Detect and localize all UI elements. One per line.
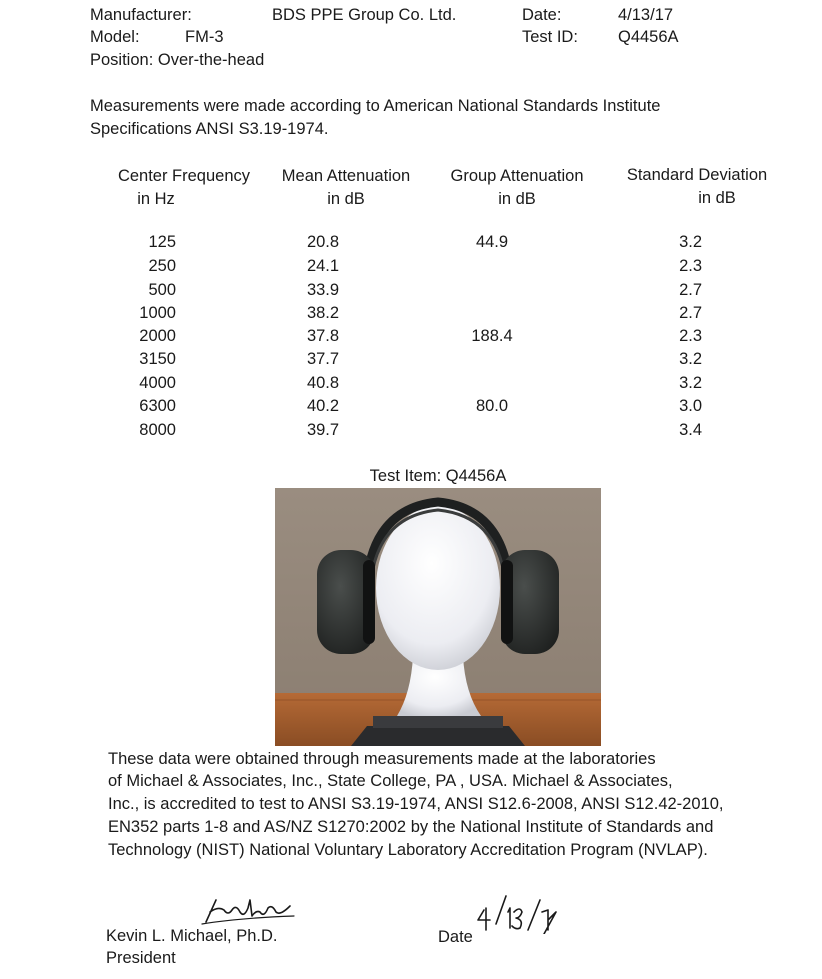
header-frequency: [108, 168, 260, 207]
manufacturer-value: BDS PPE Group Co. Ltd.: [272, 6, 457, 24]
cell-std: 2.3: [679, 257, 702, 275]
earmuff-photo-illustration: [275, 488, 601, 746]
manufacturer-label: Manufacturer:: [90, 6, 192, 24]
header-mean: [270, 168, 422, 207]
photo-caption: Test Item: Q4456A: [369, 467, 507, 485]
cell-group: 44.9: [475, 233, 509, 251]
model-value: FM-3: [185, 28, 224, 46]
header-frequency-line2: in Hz: [137, 189, 175, 208]
cell-std: 2.7: [679, 281, 702, 299]
header-frequency-line1: Center Frequency: [117, 167, 251, 185]
footer-line-3: Inc., is accredited to test to ANSI S3.19-1974, ANSI S12.6-2008, ANSI S12.42-2010,: [108, 795, 724, 813]
position-text: Position: Over-the-head: [90, 51, 265, 69]
cell-std: 3.2: [679, 374, 702, 392]
intro-line-2: Specifications ANSI S3.19-1974.: [90, 120, 329, 138]
cell-mean: 40.2: [306, 397, 340, 415]
handwritten-signature: [198, 894, 298, 928]
cell-std: 3.2: [679, 350, 702, 368]
header-group-line2: in dB: [498, 189, 536, 208]
cell-group: 80.0: [475, 397, 509, 415]
signature-date-label: Date: [438, 928, 473, 946]
cell-freq: 1000: [139, 304, 176, 322]
footer-line-5: Technology (NIST) National Voluntary Laboratory Accreditation Program (NVLAP).: [108, 841, 708, 859]
cell-std: 2.3: [679, 327, 702, 345]
cell-mean: 40.8: [306, 374, 340, 392]
cell-mean: 20.8: [306, 233, 340, 251]
cell-mean: 39.7: [306, 421, 340, 439]
cell-freq: 4000: [139, 374, 176, 392]
cell-std: 2.7: [679, 304, 702, 322]
header-std-line2: in dB: [698, 188, 736, 207]
cell-freq: 8000: [139, 421, 176, 439]
cell-freq: 125: [148, 233, 176, 251]
cell-std: 3.0: [679, 397, 702, 415]
signatory-name: Kevin L. Michael, Ph.D.: [106, 927, 278, 945]
model-label: Model:: [90, 28, 140, 46]
signatory-title: President: [106, 949, 176, 967]
date-label: Date:: [522, 6, 562, 24]
cell-mean: 33.9: [306, 281, 340, 299]
intro-line-1: Measurements were made according to American National Standards Institute: [90, 97, 661, 115]
cell-mean: 24.1: [306, 257, 340, 275]
cell-mean: 37.8: [306, 327, 340, 345]
cell-freq: 3150: [139, 350, 176, 368]
header-std-line1: Standard Deviation: [626, 166, 768, 184]
cell-freq: 6300: [139, 397, 176, 415]
header-group: [438, 168, 596, 207]
cell-mean: 38.2: [306, 304, 340, 322]
test-item-photo: [275, 488, 601, 746]
handwritten-date: [476, 890, 560, 934]
header-mean-line2: in dB: [327, 189, 365, 208]
footer-line-4: EN352 parts 1-8 and AS/NZ S1270:2002 by the National Institute of Standards and: [108, 818, 714, 836]
date-value: 4/13/17: [618, 6, 674, 24]
footer-line-2: of Michael & Associates, Inc., State College, PA , USA. Michael & Associates,: [108, 772, 673, 790]
header-mean-line1: Mean Attenuation: [281, 167, 411, 185]
cell-std: 3.4: [679, 421, 702, 439]
test-id-label: Test ID:: [522, 28, 578, 46]
test-id-value: Q4456A: [618, 28, 679, 46]
cell-std: 3.2: [679, 233, 702, 251]
cell-freq: 2000: [139, 327, 176, 345]
cell-mean: 37.7: [306, 350, 340, 368]
cell-group: 188.4: [471, 327, 513, 345]
cell-freq: 250: [148, 257, 176, 275]
header-group-line1: Group Attenuation: [450, 167, 584, 185]
header-std: [614, 167, 780, 206]
cell-freq: 500: [148, 281, 176, 299]
footer-line-1: These data were obtained through measurements made at the laboratories: [108, 750, 656, 768]
